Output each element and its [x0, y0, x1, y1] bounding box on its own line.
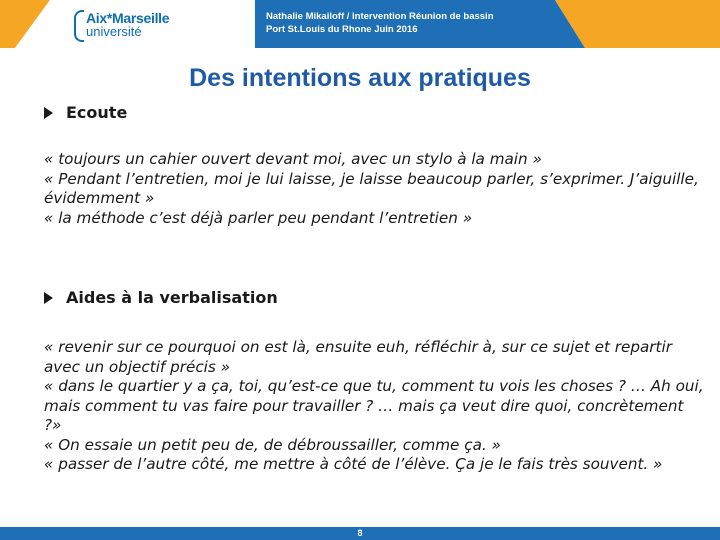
header-info: [266, 10, 494, 36]
logo-line2: université: [86, 24, 142, 39]
logo-bracket-icon: [74, 10, 84, 42]
quotes-ecoute: [44, 150, 704, 228]
section-heading-verbalisation: [44, 288, 278, 307]
quote-item: « la méthode c’est déjà parler peu pendant l’entretien »: [44, 208, 473, 227]
quote-item: « On essaie un petit peu de, de débroussailler, comme ça. »: [44, 435, 501, 454]
logo-line1: Aix*Marseille: [86, 10, 170, 26]
arrow-bullet-icon: [44, 107, 53, 119]
section-heading-ecoute: [44, 103, 127, 122]
quote-item: « passer de l’autre côté, me mettre à côté de l’élève. Ça je le fais très souvent. »: [44, 455, 663, 473]
arrow-bullet-icon: [44, 292, 53, 304]
quote-item: « Pendant l’entretien, moi je lui laisse, je laisse beaucoup parler, s’exprimer. J’aiguille, évidemment »: [44, 169, 699, 207]
page-number: 8: [357, 528, 363, 538]
slide-title: Des intentions aux pratiques: [189, 64, 531, 92]
quote-item: « toujours un cahier ouvert devant moi, avec un stylo à la main »: [44, 150, 542, 168]
header-info-line1: Nathalie Mikailoff / Intervention Réunion de bassin: [266, 11, 494, 22]
quote-item: « revenir sur ce pourquoi on est là, ensuite euh, réfléchir à, sur ce sujet et repartir avec un objectif précis »: [44, 338, 672, 376]
university-logo: [74, 10, 174, 40]
section-heading-label: Aides à la verbalisation: [66, 288, 278, 307]
quotes-verbalisation: [44, 338, 704, 475]
section-heading-label: Ecoute: [66, 103, 128, 122]
quote-item: « dans le quartier y a ça, toi, qu’est-ce que tu, comment tu vois les choses ? … Ah oui, mais comment tu vas faire pour travailler ? … mais ça veut dire quoi, concrètement ?»: [44, 377, 704, 434]
header-info-line2: Port St.Louis du Rhone Juin 2016: [266, 24, 418, 35]
